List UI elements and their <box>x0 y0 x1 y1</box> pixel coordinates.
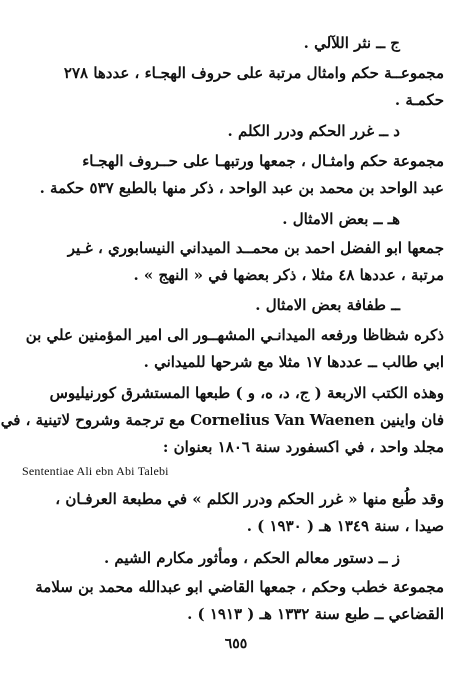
paragraph-line: مجموعــة حكم وامثال مرتبة على حروف الهجـاء ، عددها ٢٧٨ <box>63 64 444 82</box>
paragraph-line: مجموعة حكم وامثـال ، جمعها ورتبهـا على حــروف الهجـاء <box>82 152 444 170</box>
section-heading-dal: د ــ غرر الحكم ودرر الكلم . <box>227 122 400 140</box>
paragraph-line: مرتبة ، عددها ٤٨ مثلا ، ذكر بعضها في « النهج » . <box>133 266 444 284</box>
section-heading-zay: ز ــ دستور معالم الحكم ، ومأثور مكارم الشيم . <box>103 549 400 567</box>
paragraph-line: صيدا ، سنة ١٣٤٩ هـ ( ١٩٣٠ ) . <box>246 517 444 535</box>
paragraph-line: القضاعي ــ طبع سنة ١٣٣٢ هـ ( ١٩١٣ ) . <box>187 605 444 623</box>
section-heading-ha: هـ ــ بعض الامثال . <box>282 210 400 228</box>
latin-title: Sententiae Ali ebn Abi Talebi <box>22 464 169 478</box>
paragraph-line: وهذه الكتب الاربعة ( ج، د، ه، و ) طبعها المستشرق كورنيليوس <box>49 384 444 402</box>
paragraph-line: جمعها ابو الفضل احمد بن محمــد الميداني النيسابوري ، غـير <box>67 239 444 257</box>
paragraph-line: مجلد واحد ، في اكسفورد سنة ١٨٠٦ بعنوان : <box>162 438 444 456</box>
section-heading-jim: ج ــ نثر اللآلي . <box>303 34 400 52</box>
paragraph-line: ذكره شظاظا ورفعه الميدانـي المشهــور الى امير المؤمنين علي بن <box>25 326 444 344</box>
paragraph-line: عبد الواحد بن محمد بن عبد الواحد ، ذكر منها بالطبع ٥٣٧ حكمة . <box>39 179 444 197</box>
paragraph-line: حكمـة . <box>394 91 444 109</box>
page-number: ٦٥٥ <box>224 636 248 652</box>
paragraph-line: ابي طالب ــ عددها ١٧ مثلا مع شرحها للميداني . <box>143 353 444 371</box>
paragraph-line: وقد طُبع منها « غرر الحكم ودرر الكلم » في مطبعة العرفـان ، <box>55 490 444 508</box>
paragraph-line: مجموعة خطب وحكم ، جمعها القاضي ابو عبدالله محمد بن سلامة <box>35 578 444 596</box>
section-heading-ba: ــ طفافة بعض الامثال . <box>255 296 400 314</box>
paragraph-line: فان واينين Cornelius Van Waenen مع ترجمة وشروح لاتينية ، في <box>0 411 444 429</box>
